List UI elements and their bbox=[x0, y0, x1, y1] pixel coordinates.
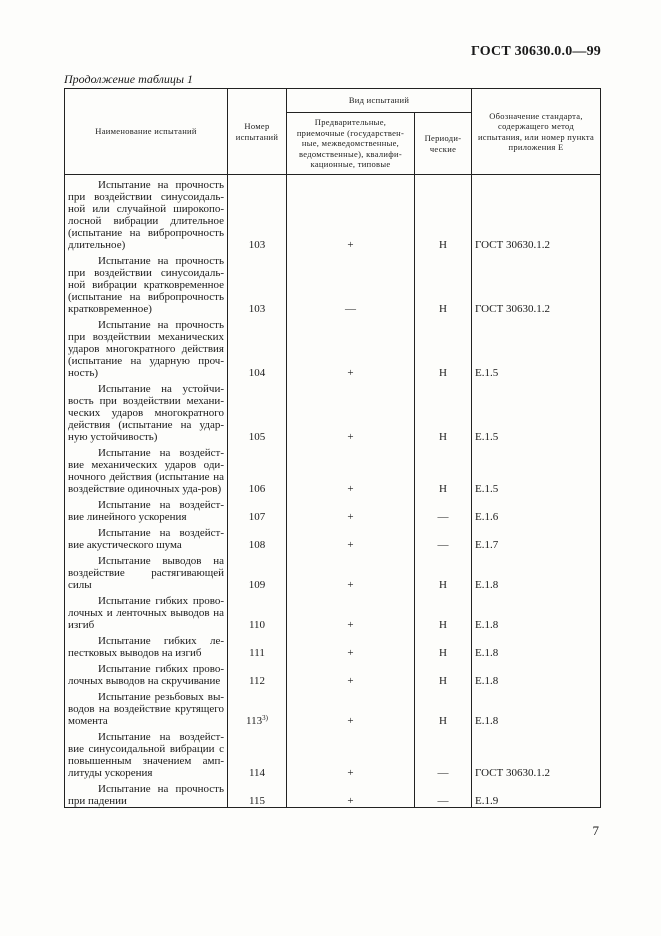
test-number-cell bbox=[228, 659, 287, 687]
test-name-cell bbox=[65, 687, 228, 727]
preliminary-mark: + bbox=[287, 443, 415, 495]
table-continuation-caption: Продолжение таблицы 1 bbox=[64, 72, 194, 86]
periodic-mark: Н bbox=[415, 659, 472, 687]
periodic-mark: — bbox=[415, 495, 472, 523]
preliminary-mark: + bbox=[287, 591, 415, 631]
standard-reference: Е.1.8 bbox=[472, 631, 601, 659]
test-number-cell bbox=[228, 443, 287, 495]
preliminary-mark: + bbox=[287, 779, 415, 808]
column-header-preliminary: Предварительные, приемочные (государствен-ные, межведомственные, ведомственные), квалифи-кационные, типовые bbox=[287, 113, 415, 175]
column-header-standard: Обозначение стандарта, содержащего метод испытания, или номер пункта приложения Е bbox=[472, 89, 601, 175]
test-number: 108 bbox=[248, 539, 266, 551]
test-number-cell bbox=[228, 251, 287, 315]
tests-table bbox=[64, 88, 601, 808]
test-number: 106 bbox=[248, 483, 266, 495]
test-name: Испытание на устойчи-вость при воздействии механи-ческих ударов многократного действия (испытание на удар-ную устойчивость) bbox=[68, 383, 224, 443]
table-row bbox=[65, 443, 601, 495]
test-number: 109 bbox=[248, 579, 266, 591]
test-name-cell bbox=[65, 523, 228, 551]
test-number: 112 bbox=[248, 675, 266, 687]
test-number-cell bbox=[228, 591, 287, 631]
periodic-mark: Н bbox=[415, 443, 472, 495]
test-number: 103 bbox=[248, 239, 266, 251]
test-name-cell bbox=[65, 551, 228, 591]
table-row bbox=[65, 251, 601, 315]
test-name: Испытание гибких ле-пестковых выводов на изгиб bbox=[68, 635, 224, 659]
test-name-cell bbox=[65, 443, 228, 495]
preliminary-mark: + bbox=[287, 687, 415, 727]
periodic-mark: Н bbox=[415, 687, 472, 727]
table-row bbox=[65, 523, 601, 551]
preliminary-mark: + bbox=[287, 495, 415, 523]
column-header-number: Номер испытаний bbox=[228, 89, 287, 175]
test-number-cell bbox=[228, 687, 287, 727]
test-name: Испытание на воздейст-вие механических ударов оди-ночного действия (испытание на воздействие одиночных уда-ров) bbox=[68, 447, 224, 495]
test-name: Испытание на воздейст-вие линейного ускорения bbox=[68, 499, 224, 523]
preliminary-mark: + bbox=[287, 727, 415, 779]
preliminary-mark: + bbox=[287, 175, 415, 252]
standard-reference: ГОСТ 30630.1.2 bbox=[472, 251, 601, 315]
standard-reference: Е.1.8 bbox=[472, 687, 601, 727]
periodic-mark: Н bbox=[415, 631, 472, 659]
test-name-cell bbox=[65, 659, 228, 687]
test-name-cell bbox=[65, 495, 228, 523]
test-number: 107 bbox=[248, 511, 266, 523]
preliminary-mark: + bbox=[287, 315, 415, 379]
table-header bbox=[65, 89, 601, 175]
test-name: Испытание гибких прово-лочных выводов на скручивание bbox=[68, 663, 224, 687]
test-number: 103 bbox=[248, 303, 266, 315]
test-name-cell bbox=[65, 251, 228, 315]
preliminary-mark: + bbox=[287, 551, 415, 591]
test-name: Испытание выводов на воздействие растягивающей силы bbox=[68, 555, 224, 591]
test-name: Испытание на воздейст-вие акустического шума bbox=[68, 527, 224, 551]
test-name-cell bbox=[65, 591, 228, 631]
test-name: Испытание на прочность при падении bbox=[68, 783, 224, 807]
table-row bbox=[65, 659, 601, 687]
table-row bbox=[65, 175, 601, 252]
test-number-cell bbox=[228, 495, 287, 523]
table-row bbox=[65, 727, 601, 779]
table-row bbox=[65, 315, 601, 379]
column-header-name: Наименование испытаний bbox=[65, 89, 228, 175]
periodic-mark: Н bbox=[415, 379, 472, 443]
test-number: 114 bbox=[248, 767, 266, 779]
periodic-mark: — bbox=[415, 523, 472, 551]
table-row bbox=[65, 551, 601, 591]
periodic-mark: Н bbox=[415, 551, 472, 591]
test-number-cell bbox=[228, 727, 287, 779]
footnote-marker: 3) bbox=[262, 714, 268, 722]
test-number-cell bbox=[228, 175, 287, 252]
test-number: 104 bbox=[248, 367, 266, 379]
standard-reference: ГОСТ 30630.1.2 bbox=[472, 727, 601, 779]
standard-reference: Е.1.8 bbox=[472, 591, 601, 631]
test-name-cell bbox=[65, 779, 228, 808]
standard-reference: Е.1.5 bbox=[472, 315, 601, 379]
test-number-cell bbox=[228, 523, 287, 551]
table-row bbox=[65, 379, 601, 443]
table-row bbox=[65, 631, 601, 659]
preliminary-mark: + bbox=[287, 523, 415, 551]
test-number-cell bbox=[228, 631, 287, 659]
test-number: 110 bbox=[248, 619, 266, 631]
periodic-mark: Н bbox=[415, 175, 472, 252]
test-number-cell bbox=[228, 779, 287, 808]
preliminary-mark: + bbox=[287, 631, 415, 659]
standard-reference: Е.1.5 bbox=[472, 443, 601, 495]
test-number: 115 bbox=[248, 795, 266, 807]
test-name-cell bbox=[65, 379, 228, 443]
preliminary-mark: + bbox=[287, 659, 415, 687]
test-number-cell bbox=[228, 315, 287, 379]
test-number-cell bbox=[228, 551, 287, 591]
standard-reference: Е.1.5 bbox=[472, 379, 601, 443]
preliminary-mark: — bbox=[287, 251, 415, 315]
test-name: Испытание на прочность при воздействии механических ударов многократного действия (испытание на ударную проч-ность) bbox=[68, 319, 224, 379]
test-number-cell bbox=[228, 379, 287, 443]
test-name: Испытание гибких прово-лочных и ленточных выводов на изгиб bbox=[68, 595, 224, 631]
test-name-cell bbox=[65, 315, 228, 379]
test-name: Испытание на воздейст-вие синусоидальной вибрации с повышенным значением амп-литуды ускорения bbox=[68, 731, 224, 779]
preliminary-mark: + bbox=[287, 379, 415, 443]
test-number: 111 bbox=[249, 647, 265, 659]
page-number: 7 bbox=[592, 823, 599, 838]
standard-reference: Е.1.9 bbox=[472, 779, 601, 808]
column-header-periodic: Периоди-ческие bbox=[415, 113, 472, 175]
periodic-mark: Н bbox=[415, 251, 472, 315]
document-code: ГОСТ 30630.0.0—99 bbox=[471, 44, 601, 59]
periodic-mark: Н bbox=[415, 591, 472, 631]
standard-reference: Е.1.7 bbox=[472, 523, 601, 551]
test-name: Испытание на прочность при воздействии синусоидаль-ной вибрации кратковременное (испытание на вибропрочность кратковременное) bbox=[68, 255, 224, 315]
periodic-mark: — bbox=[415, 779, 472, 808]
table-row bbox=[65, 495, 601, 523]
table-body bbox=[65, 175, 601, 808]
test-number: 105 bbox=[248, 431, 266, 443]
table-row bbox=[65, 779, 601, 808]
table-row bbox=[65, 687, 601, 727]
periodic-mark: — bbox=[415, 727, 472, 779]
test-name: Испытание на прочность при воздействии синусоидаль-ной или случайной широкопо-лосной вибрации длительное (испытание на вибропрочность длительное) bbox=[68, 179, 224, 251]
standard-reference: Е.1.8 bbox=[472, 551, 601, 591]
test-name: Испытание резьбовых вы-водов на воздействие крутящего момента bbox=[68, 691, 224, 727]
standard-reference: ГОСТ 30630.1.2 bbox=[472, 175, 601, 252]
test-name-cell bbox=[65, 631, 228, 659]
test-name-cell bbox=[65, 727, 228, 779]
test-name-cell bbox=[65, 175, 228, 252]
standard-reference: Е.1.6 bbox=[472, 495, 601, 523]
standard-reference: Е.1.8 bbox=[472, 659, 601, 687]
periodic-mark: Н bbox=[415, 315, 472, 379]
test-number: 113 bbox=[246, 715, 263, 727]
table-row bbox=[65, 591, 601, 631]
column-header-kind-group: Вид испытаний bbox=[287, 89, 472, 113]
